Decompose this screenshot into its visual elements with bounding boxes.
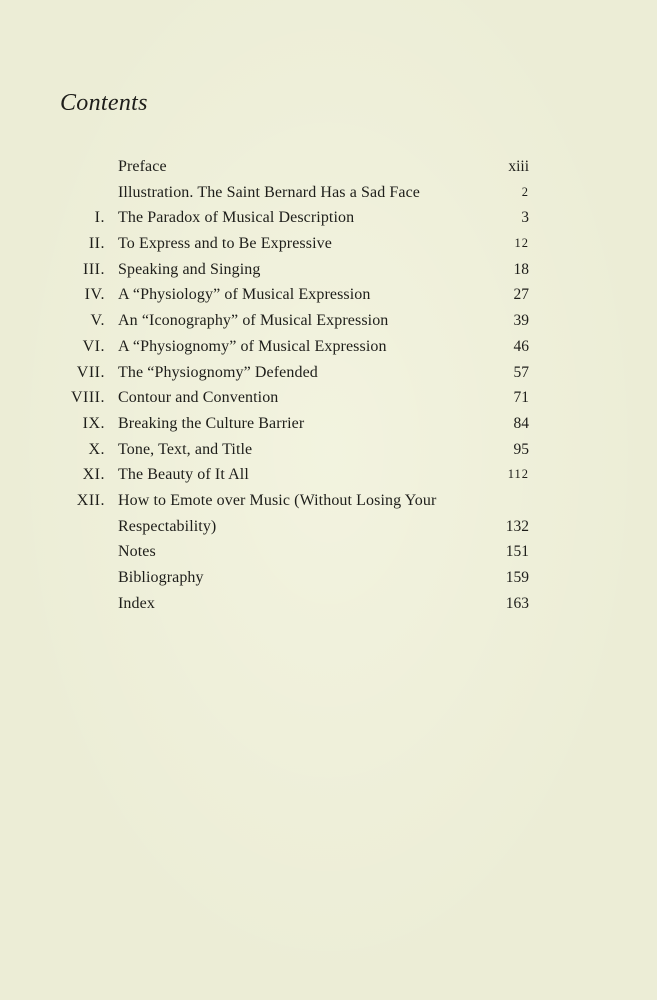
chapter-number: III. [83, 260, 105, 278]
chapter-number: IX. [82, 414, 105, 432]
toc-entry [0, 205, 657, 231]
toc-entry [0, 180, 657, 206]
toc-entry [0, 462, 657, 488]
entry-title: Index [118, 594, 155, 612]
entry-title: Tone, Text, and Title [118, 440, 253, 458]
page-number: 151 [505, 543, 529, 561]
chapter-number: IV. [84, 286, 105, 304]
page-number: 95 [513, 440, 529, 458]
page-number: 27 [513, 286, 529, 304]
page-number: 39 [513, 312, 529, 330]
toc-entry [0, 231, 657, 257]
chapter-number: I. [94, 209, 105, 227]
entry-title: The Paradox of Musical Description [118, 209, 355, 227]
page-number: 112 [507, 467, 529, 482]
page-number: 12 [514, 236, 529, 251]
chapter-number: V. [90, 312, 105, 330]
page-number: 84 [513, 414, 529, 432]
toc-entry [0, 488, 657, 514]
entry-title: Illustration. The Saint Bernard Has a Sad Face [118, 183, 421, 201]
page-number: 18 [513, 260, 529, 278]
page-number: 71 [513, 389, 529, 407]
page-number: 57 [513, 363, 529, 381]
page-title: Contents [60, 90, 148, 116]
toc-entry [0, 411, 657, 437]
chapter-number: VIII. [70, 389, 105, 407]
entry-title: Bibliography [118, 569, 204, 586]
page-number: 3 [521, 209, 529, 227]
toc-entry [0, 154, 657, 180]
table-of-contents [0, 154, 657, 616]
entry-title: Contour and Convention [118, 389, 279, 407]
chapter-number: VI. [82, 337, 105, 355]
chapter-number: X. [88, 440, 105, 458]
entry-title: To Express and to Be Expressive [118, 235, 332, 253]
page-number: 132 [505, 517, 529, 535]
entry-title: A “Physiology” of Musical Expression [118, 286, 371, 304]
toc-entry [0, 257, 657, 283]
toc-entry [0, 334, 657, 360]
chapter-number: VII. [76, 363, 105, 381]
entry-title: Speaking and Singing [118, 260, 261, 278]
entry-title: A “Physiognomy” of Musical Expression [118, 337, 387, 355]
toc-entry [0, 514, 657, 540]
toc-entry [0, 385, 657, 411]
chapter-number: XII. [76, 491, 105, 509]
entry-title: An “Iconography” of Musical Expression [118, 312, 389, 330]
toc-entry [0, 282, 657, 308]
entry-title: Breaking the Culture Barrier [118, 414, 305, 432]
entry-title: How to Emote over Music (Without Losing Your [118, 491, 437, 509]
page-number: 46 [513, 337, 529, 355]
toc-entry [0, 591, 657, 617]
page-number: xiii [508, 158, 529, 175]
entry-title: The “Physiognomy” Defended [118, 363, 318, 381]
chapter-number: XI. [82, 466, 105, 484]
entry-title: Preface [118, 158, 167, 175]
page-number: 159 [505, 569, 529, 586]
chapter-number: II. [88, 235, 105, 253]
entry-title: Respectability) [118, 517, 217, 535]
toc-entry [0, 539, 657, 565]
toc-entry [0, 360, 657, 386]
toc-entry [0, 437, 657, 463]
entry-title: The Beauty of It All [118, 466, 249, 484]
toc-entry [0, 565, 657, 591]
page-number: 2 [521, 184, 529, 199]
entry-title: Notes [118, 543, 156, 561]
page-number: 163 [505, 594, 529, 612]
toc-entry [0, 308, 657, 334]
